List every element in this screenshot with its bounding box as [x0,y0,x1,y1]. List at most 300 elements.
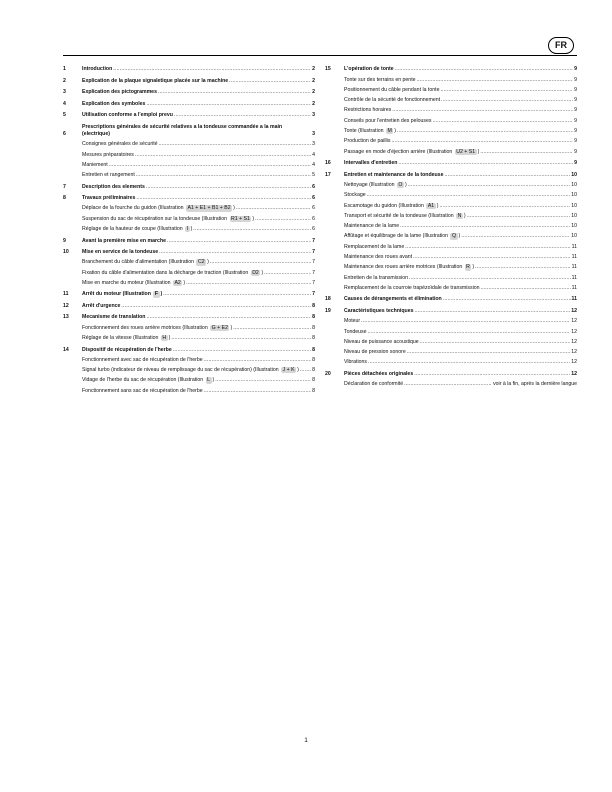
section-heading[interactable] [63,310,315,322]
entry-text [344,223,399,230]
section-heading[interactable] [325,367,577,379]
entry-label: Niveau de pression sonore [344,349,406,356]
toc-left-column [63,62,315,395]
dot-leader [186,280,311,287]
entry-text [82,238,166,245]
section-heading[interactable] [325,62,577,74]
toc-section [63,74,315,86]
section-number: 14 [63,346,69,353]
dot-leader [136,172,311,179]
section-title [82,112,315,119]
entry-text [344,77,416,84]
toc-entry[interactable] [325,210,577,220]
section-heading[interactable] [325,292,577,304]
section-heading[interactable] [325,167,577,179]
toc-section [63,108,315,120]
page-ref: 8 [312,302,315,309]
entry-text [344,192,366,199]
toc-entry[interactable] [325,220,577,230]
toc-section [325,367,577,389]
dot-leader [413,254,571,261]
toc-section [325,304,577,367]
toc-entry[interactable] [325,179,577,189]
dot-leader [414,308,570,315]
section-heading[interactable] [63,233,315,245]
section-heading[interactable] [63,62,315,74]
page-ref: 3 [312,141,315,148]
page-ref: 7 [312,279,315,286]
dot-leader [146,314,311,321]
toc-entry[interactable] [325,325,577,335]
ref-close: ) [472,264,475,271]
dot-leader [443,296,571,303]
toc-entry[interactable] [325,315,577,325]
entry-label: Production de paillis [344,138,391,145]
toc-entry[interactable] [63,322,315,332]
section-title [344,172,577,179]
toc-entry[interactable] [325,125,577,135]
toc-entry[interactable] [325,282,577,292]
toc-entry[interactable] [63,213,315,223]
entry-text [344,329,367,336]
toc-section [63,62,315,74]
toc-entry[interactable] [325,261,577,271]
entry-label: Prescriptions générales de sécurité relatives a la tondeuse commandée a la main (electrique) [82,123,283,137]
section-heading[interactable] [63,191,315,203]
page-ref: 12 [571,349,577,356]
entry-label: Réglage de la hauteur de coupe (Illustration [82,226,183,233]
dot-leader [264,270,311,277]
toc-entry[interactable] [325,251,577,261]
entry-label: Fonctionnement sans sac de récupération de l'herbe [82,387,203,394]
page-ref: 12 [571,328,577,335]
page-ref: 9 [574,117,577,124]
section-number: 18 [325,296,331,303]
section-heading[interactable] [325,156,577,168]
entry-label: Vibrations [344,359,367,366]
toc-section [63,342,315,395]
entry-text [344,296,442,303]
ref-close: ) [230,324,233,331]
dot-leader [475,264,570,271]
illustration-ref: A1 [427,202,435,209]
entry-label: L'opération de tonte [344,66,394,73]
toc-entry[interactable] [325,336,577,346]
entry-text [344,275,408,282]
toc-entry[interactable] [63,385,315,395]
section-title [82,124,315,138]
entry-text [344,371,413,378]
page-number: 1 [304,737,308,744]
dot-leader [168,335,311,342]
section-title [82,238,315,245]
illustration-ref: J + K [282,367,295,374]
entry-label: Mise en marche du moteur (Illustration [82,279,171,286]
toc-entry[interactable] [63,364,315,374]
section-heading[interactable] [63,299,315,311]
dot-leader [395,66,573,73]
dot-leader [121,303,311,310]
illustration-ref: U2 + S1 [456,148,476,155]
entry-text [344,381,403,388]
page-ref: 10 [571,202,577,209]
entry-label: Contrôle de la sécurité de fonctionnement [344,97,441,104]
section-title [82,249,315,256]
toc-entry[interactable] [325,104,577,114]
dot-leader [367,192,571,199]
page-ref: 10 [571,223,577,230]
toc-entry[interactable] [63,354,315,364]
entry-label: Caractéristiques techniques [344,307,414,314]
section-heading[interactable] [63,120,315,139]
ref-close: ) [436,202,439,209]
entry-label: Explication de la plaque signaletique placée sur la machine [82,77,229,84]
toc-entry[interactable] [63,256,315,266]
toc-section [325,292,577,304]
entry-text [344,87,439,94]
toc-entry[interactable] [325,356,577,366]
entry-label: Pièces détachées originales [344,370,414,377]
page-ref: 9 [574,97,577,104]
toc-entry[interactable] [63,267,315,277]
page-ref: 8 [312,377,315,384]
ref-close: ) [233,205,235,212]
entry-label: Arrêt d'urgence [82,302,121,309]
entry-text [344,66,394,73]
section-title [82,291,315,298]
entry-label: Maintenance des roues avant [344,254,413,261]
entry-text [344,233,460,240]
section-title [344,308,577,315]
dot-leader [160,291,311,298]
entry-text [82,377,214,384]
section-title [82,101,315,108]
dot-leader [392,107,573,114]
entry-label: Arrêt du moteur (Illustration [82,291,151,298]
section-heading[interactable] [63,342,315,354]
toc-entry[interactable] [63,202,315,212]
page-ref: 6 [312,183,315,190]
illustration-ref: O [398,181,403,188]
section-number: 5 [63,112,66,119]
entry-label: Positionnement du câble pendant la tonte [344,86,440,93]
page-ref: 10 [571,212,577,219]
illustration-ref: R1 + S1 [231,215,250,222]
ref-close: ) [190,226,193,233]
toc-entry[interactable] [63,169,315,179]
toc-entry[interactable] [63,374,315,384]
dot-leader [229,78,311,85]
entry-text [82,303,120,310]
ref-close: ) [477,148,480,155]
entry-text [82,335,170,342]
section-title [344,296,577,303]
page-ref: 6 [312,226,315,233]
dot-leader [477,148,573,156]
entry-label: Causes de dérangements et élimination [344,296,442,303]
entry-label: Branchement du câble d'alimentation (Illustration [82,259,195,266]
entry-label: Signal turbo (indicateur de niveau de remplissage du sac de récupération) (Illustration [82,367,279,374]
page-ref: 7 [312,237,315,244]
page-ref: 12 [571,370,577,377]
entry-text [344,138,390,145]
page-ref: 8 [312,367,315,374]
dot-leader [436,202,570,210]
toc-entry[interactable] [63,332,315,342]
entry-text [82,249,158,256]
entry-text [82,172,135,179]
section-number: 6 [63,131,66,137]
entry-label: Mesures préparatoires [82,151,134,158]
toc-entry[interactable] [325,230,577,240]
dot-leader [368,329,571,336]
header-rule [63,55,577,56]
toc-entry[interactable] [63,277,315,287]
illustration-ref: D2 [252,269,259,276]
entry-text [344,349,406,356]
entry-label: Nettoyage (Illustration [344,181,395,188]
entry-label: Tonte sur des terrains en pente [344,76,416,83]
entry-text [344,359,367,366]
page-ref: 12 [571,338,577,345]
section-heading[interactable] [63,179,315,191]
entry-text [82,270,263,277]
page-ref: 12 [571,307,577,314]
page-ref: 4 [312,161,315,168]
toc-entry[interactable] [63,138,315,148]
toc-section [63,85,315,97]
toc-entry[interactable] [325,84,577,94]
ref-close: ) [463,212,466,219]
toc-entry[interactable] [325,199,577,209]
entry-label: Avant la première mise en marche [82,237,167,244]
illustration-ref: G + E2 [211,324,228,331]
entry-label: Entretien de la transmission [344,274,409,281]
page-ref: 10 [571,233,577,240]
dot-leader [391,138,573,145]
page-ref: 4 [312,151,315,158]
page-ref: 10 [571,171,577,178]
entry-text [82,325,232,332]
entry-text [82,226,192,233]
toc-entry[interactable] [325,146,577,156]
section-heading[interactable] [325,304,577,316]
page-ref: 11 [571,243,577,250]
page-ref: 9 [574,86,577,93]
dot-leader [417,77,574,84]
entry-text [82,141,158,148]
page-ref: 7 [312,291,315,298]
toc-entry[interactable] [63,223,315,233]
section-heading[interactable] [63,97,315,109]
dot-leader [233,325,311,332]
entry-text [82,89,157,96]
toc-entry[interactable] [325,189,577,199]
section-heading[interactable] [63,85,315,97]
section-title [82,347,315,354]
dot-leader [397,128,573,135]
entry-label: Transport et sécurité de la tondeuse (Illustration [344,212,454,219]
page-ref: 9 [574,160,577,167]
entry-label: Fonctionnement avec sac de récupération de l'herbe [82,356,203,363]
dot-leader [433,118,574,125]
entry-label: Remplacement de la courroie trapézoïdale de transmission [344,284,480,291]
entry-text [82,152,134,159]
entry-label: Utilisation conforme a l'emploi prevu [82,112,173,119]
entry-label: Fonctionnement des roues arrière motrices (Illustration [82,324,208,331]
dot-leader [441,97,573,104]
illustration-ref: Q [451,233,457,240]
entry-label: Tonte (Illustration [344,128,384,135]
page-ref: 7 [312,259,315,266]
section-title [82,314,315,321]
entry-label: Dispositif de récupération de l'herbe [82,346,172,353]
toc-entry[interactable] [325,346,577,356]
entry-label: Tondeuse [344,328,367,335]
dot-leader [135,152,311,159]
section-heading[interactable] [63,108,315,120]
page-ref: 9 [574,76,577,83]
page-ref: 8 [312,324,315,331]
page-ref: 8 [312,346,315,353]
section-title [82,303,315,310]
entry-text [344,203,438,210]
page-ref: 9 [574,107,577,114]
page-ref: 3 [312,131,315,137]
entry-text [82,184,145,191]
section-heading[interactable] [63,74,315,86]
entry-label: Mise en service de la tondeuse [82,249,159,256]
toc-entry[interactable] [63,159,315,169]
entry-label: Mecanisme de translation [82,314,146,321]
entry-label: Passage en mode d'éjection arrière (Illustration [344,148,453,155]
dot-leader [300,367,311,374]
dot-leader [409,275,571,282]
entry-label: Intervalles d'entretien [344,160,398,167]
toc-entry[interactable] [325,241,577,251]
illustration-ref: N [457,212,462,219]
entry-label: Entretien et rangement [82,172,135,179]
dot-leader [368,359,570,366]
dot-leader [236,205,311,212]
dot-leader [173,347,311,354]
section-number: 10 [63,249,69,256]
section-heading[interactable] [63,245,315,257]
section-number: 3 [63,89,66,96]
entry-label: Maniement [82,161,108,168]
entry-label: Description des elements [82,183,145,190]
illustration-ref: C2 [197,259,205,266]
section-number: 16 [325,160,331,167]
dot-leader [167,238,311,245]
page-ref: 11 [571,264,577,271]
dot-leader [190,226,311,233]
page-ref: 11 [571,284,577,291]
section-title [82,195,315,202]
toc-section [63,191,315,233]
dot-leader [407,349,571,356]
page-ref: 11 [571,296,577,303]
page-ref: 12 [571,318,577,325]
dot-leader [414,371,570,378]
toc-section [63,179,315,191]
entry-label: Moteur [344,318,361,325]
entry-label: Explication des symboles [82,100,146,107]
page-ref: 11 [571,254,577,261]
section-title [82,78,315,85]
page-ref: 7 [312,269,315,276]
dot-leader [255,216,311,223]
entry-text [344,160,397,167]
toc-entry[interactable] [325,135,577,145]
section-number: 7 [63,183,66,190]
entry-text [344,128,396,135]
page-ref: 8 [312,335,315,342]
toc-entry[interactable] [325,272,577,282]
entry-text [344,107,391,114]
entry-text [82,347,172,354]
page-ref: 9 [574,66,577,73]
page-ref: 10 [571,192,577,199]
toc-entry[interactable] [63,149,315,159]
entry-text [344,308,413,315]
dot-leader [109,162,311,169]
page-ref: 10 [571,181,577,188]
section-heading[interactable] [63,287,315,299]
dot-leader [204,388,311,395]
entry-text [82,367,299,374]
illustration-ref: L [207,377,210,384]
illustration-ref: H [162,335,167,342]
ref-close: ) [297,367,299,374]
section-number: 4 [63,100,66,107]
entry-text [82,195,135,202]
entry-label: Fixation du câble d'alimentation dans la décharge de traction (Illustration [82,269,249,276]
toc-section [325,156,577,168]
toc-section [325,62,577,156]
section-title [82,66,315,73]
dot-leader [212,377,311,384]
entry-text [344,149,479,156]
entry-label: Stockage [344,192,366,199]
ref-close: ) [207,259,209,266]
entry-text [344,244,404,251]
entry-label: Escamotage du guidon (Illustration [344,202,424,209]
entry-text [82,291,162,298]
entry-text [82,66,112,73]
dot-leader [204,357,311,364]
section-number: 11 [63,291,69,298]
ref-close: ) [183,279,186,286]
entry-text [344,213,466,220]
entry-label: Travaux préliminaires [82,195,136,202]
toc-entry[interactable] [325,378,577,388]
toc-entry[interactable] [325,74,577,84]
toc-entry[interactable] [325,115,577,125]
section-number: 13 [63,314,69,321]
toc-entry[interactable] [325,94,577,104]
entry-text [344,182,407,189]
dot-leader [146,184,311,191]
entry-text [344,97,440,104]
entry-text [82,205,235,212]
page-ref: 2 [312,100,315,107]
entry-label: Maintenance des roues arrière motrices (Illustration [344,264,463,271]
entry-label: Conseils pour l'entretien des pelouses [344,117,432,124]
section-number: 8 [63,195,66,202]
dot-leader [210,259,311,266]
toc-section [63,233,315,245]
